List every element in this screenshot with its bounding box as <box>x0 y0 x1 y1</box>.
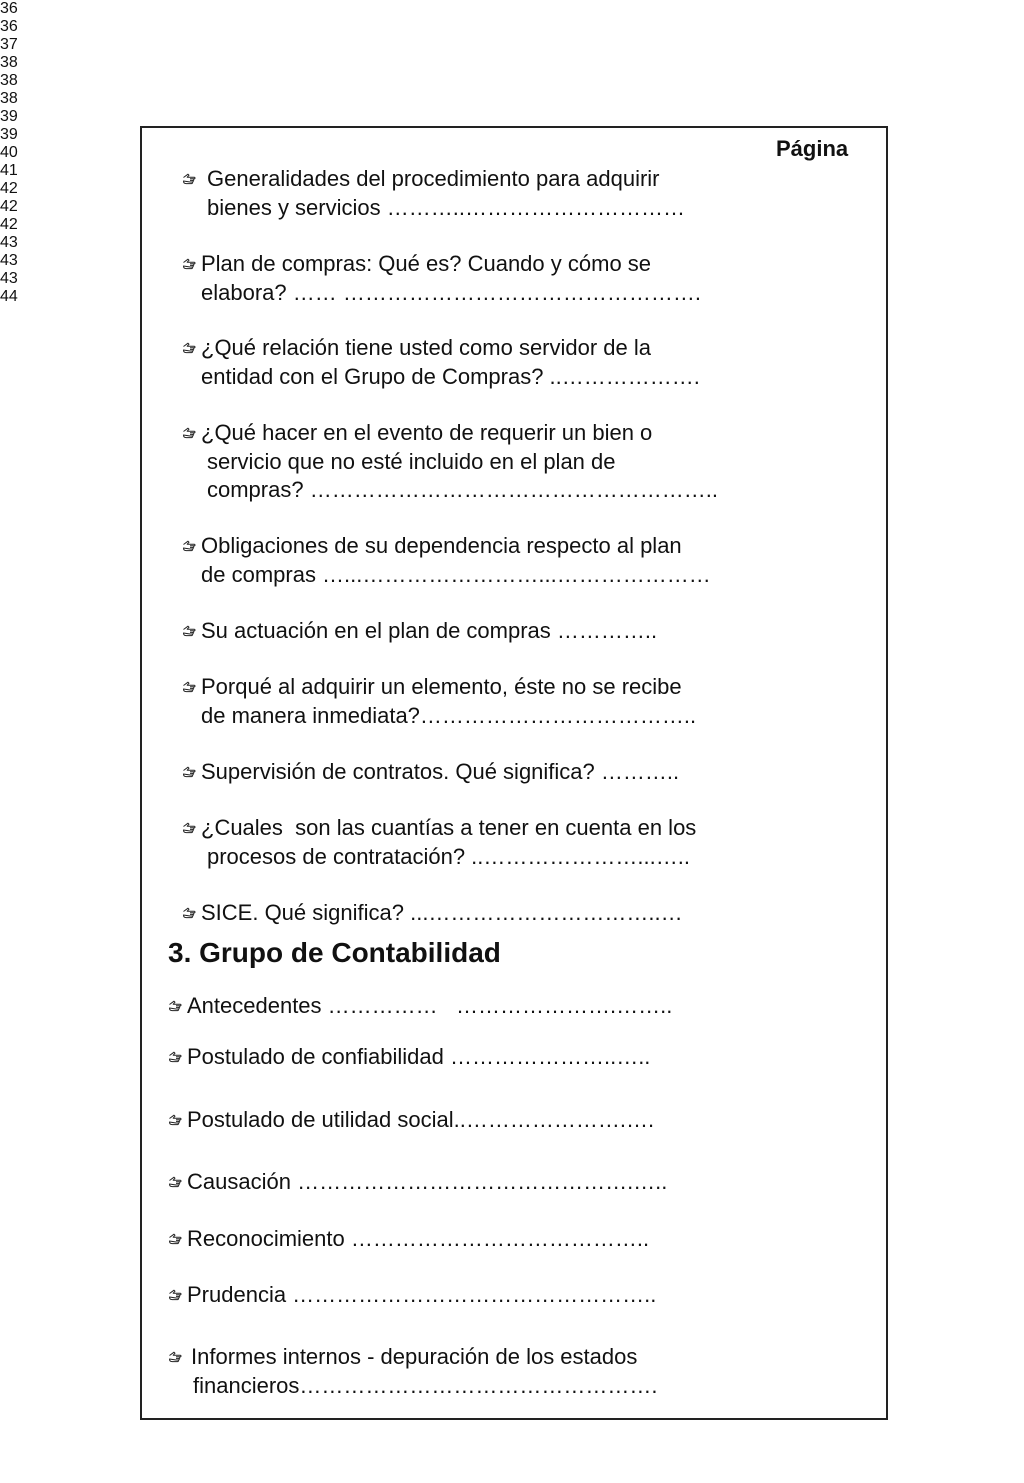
toc-entry-text: entidad con el Grupo de Compras? ..………………. <box>201 363 700 389</box>
toc-entry <box>187 1106 654 1135</box>
toc-entry-text: de manera inmediata?……………………………….. <box>201 702 697 728</box>
toc-entry <box>201 250 701 307</box>
pointing-hand-icon <box>168 1114 182 1128</box>
pointing-hand-icon <box>182 258 196 272</box>
pointing-hand-icon <box>168 1233 182 1247</box>
toc-entry <box>207 165 685 222</box>
toc-entry-text: Postulado de utilidad social..………………….…. <box>187 1107 655 1132</box>
toc-entry-text: Plan de compras: Qué es? Cuando y cómo se <box>201 251 652 276</box>
toc-entry <box>187 1043 650 1072</box>
pointing-hand-icon <box>168 1000 182 1014</box>
toc-entry-text: Obligaciones de su dependencia respecto al plan <box>201 533 682 558</box>
toc-entry-text: ¿Cuales son las cuantías a tener en cuenta en los <box>201 815 697 840</box>
toc-entry-text: procesos de contratación? ..…………………...….. <box>207 843 690 869</box>
pointing-hand-icon <box>182 766 196 780</box>
pointing-hand-icon <box>182 427 196 441</box>
toc-entry-text: servicio que no esté incluido en el plan de <box>207 448 616 474</box>
toc-page-number: 38 <box>0 54 18 71</box>
toc-entry-text: Su actuación en el plan de compras ………….. <box>201 618 658 643</box>
toc-entry-text: de compras …...……………………...………………… <box>201 561 711 587</box>
pointing-hand-icon <box>182 173 196 187</box>
toc-page-number: 36 <box>0 18 18 35</box>
pointing-hand-icon <box>168 1289 182 1303</box>
toc-page-number: 41 <box>0 162 18 179</box>
toc-entry <box>191 1343 658 1400</box>
toc-entry <box>201 617 657 646</box>
toc-entry-text: Prudencia ………………………………………….. <box>187 1282 657 1307</box>
pointing-hand-icon <box>168 1051 182 1065</box>
toc-entry-text: ¿Qué hacer en el evento de requerir un bien o <box>201 420 653 445</box>
toc-page-number: 39 <box>0 108 18 125</box>
pointing-hand-icon <box>182 540 196 554</box>
toc-page-number: 42 <box>0 198 18 215</box>
pointing-hand-icon <box>182 681 196 695</box>
toc-entry-text: Porqué al adquirir un elemento, éste no se recibe <box>201 674 682 699</box>
toc-entry-text: SICE. Qué significa? ...…………………………..… <box>201 900 683 925</box>
toc-entry-text: bienes y servicios ………..………………………… <box>207 194 685 220</box>
toc-page-number: 43 <box>0 270 18 287</box>
section-title: 3. Grupo de Contabilidad <box>168 937 501 968</box>
pointing-hand-icon <box>182 625 196 639</box>
toc-entry <box>201 673 696 730</box>
toc-page-number: 39 <box>0 126 18 143</box>
toc-entry <box>187 1225 649 1254</box>
toc-entry-text: Generalidades del procedimiento para adquirir <box>207 166 660 191</box>
pointing-hand-icon <box>168 1351 182 1365</box>
toc-entry <box>201 758 679 787</box>
toc-entry <box>201 899 683 928</box>
toc-page-number: 36 <box>0 0 18 17</box>
toc-entry-text: compras? ……………………………………………….. <box>207 477 718 502</box>
toc-entry <box>187 992 672 1021</box>
toc-entry <box>201 532 711 589</box>
toc-entry <box>187 1281 656 1310</box>
toc-entry <box>201 334 700 391</box>
toc-entry-text: Informes internos - depuración de los estados <box>191 1344 638 1369</box>
toc-entry-text: Causación ……………………………………….….. <box>187 1169 668 1194</box>
toc-page-number: 38 <box>0 90 18 107</box>
toc-entry-text: Antecedentes …………… ………………….…….. <box>187 993 673 1018</box>
toc-page-number: 43 <box>0 252 18 269</box>
pointing-hand-icon <box>182 342 196 356</box>
toc-entry <box>201 814 696 871</box>
toc-entry-text: financieros…………………………………………. <box>193 1372 658 1398</box>
pointing-hand-icon <box>168 1176 182 1190</box>
pointing-hand-icon <box>182 822 196 836</box>
page-column-header: Página <box>776 136 849 161</box>
toc-entry-text: Supervisión de contratos. Qué significa? ……….. <box>201 759 680 784</box>
toc-page-number: 44 <box>0 288 18 305</box>
toc-page-number: 42 <box>0 180 18 197</box>
toc-entry <box>201 419 718 505</box>
toc-page-number: 40 <box>0 144 18 161</box>
pointing-hand-icon <box>182 907 196 921</box>
toc-page-number: 38 <box>0 72 18 89</box>
toc-page-number: 42 <box>0 216 18 233</box>
toc-entry <box>187 1168 667 1197</box>
toc-entry-text: Postulado de confiabilidad …………………..….. <box>187 1044 651 1069</box>
toc-page-number: 37 <box>0 36 18 53</box>
toc-entry-text: ¿Qué relación tiene usted como servidor de la <box>201 335 652 360</box>
toc-page-number: 43 <box>0 234 18 251</box>
toc-entry-text: elabora? …… …………………………………………. <box>201 279 701 305</box>
toc-entry-text: Reconocimiento ………………………………….. <box>187 1226 650 1251</box>
